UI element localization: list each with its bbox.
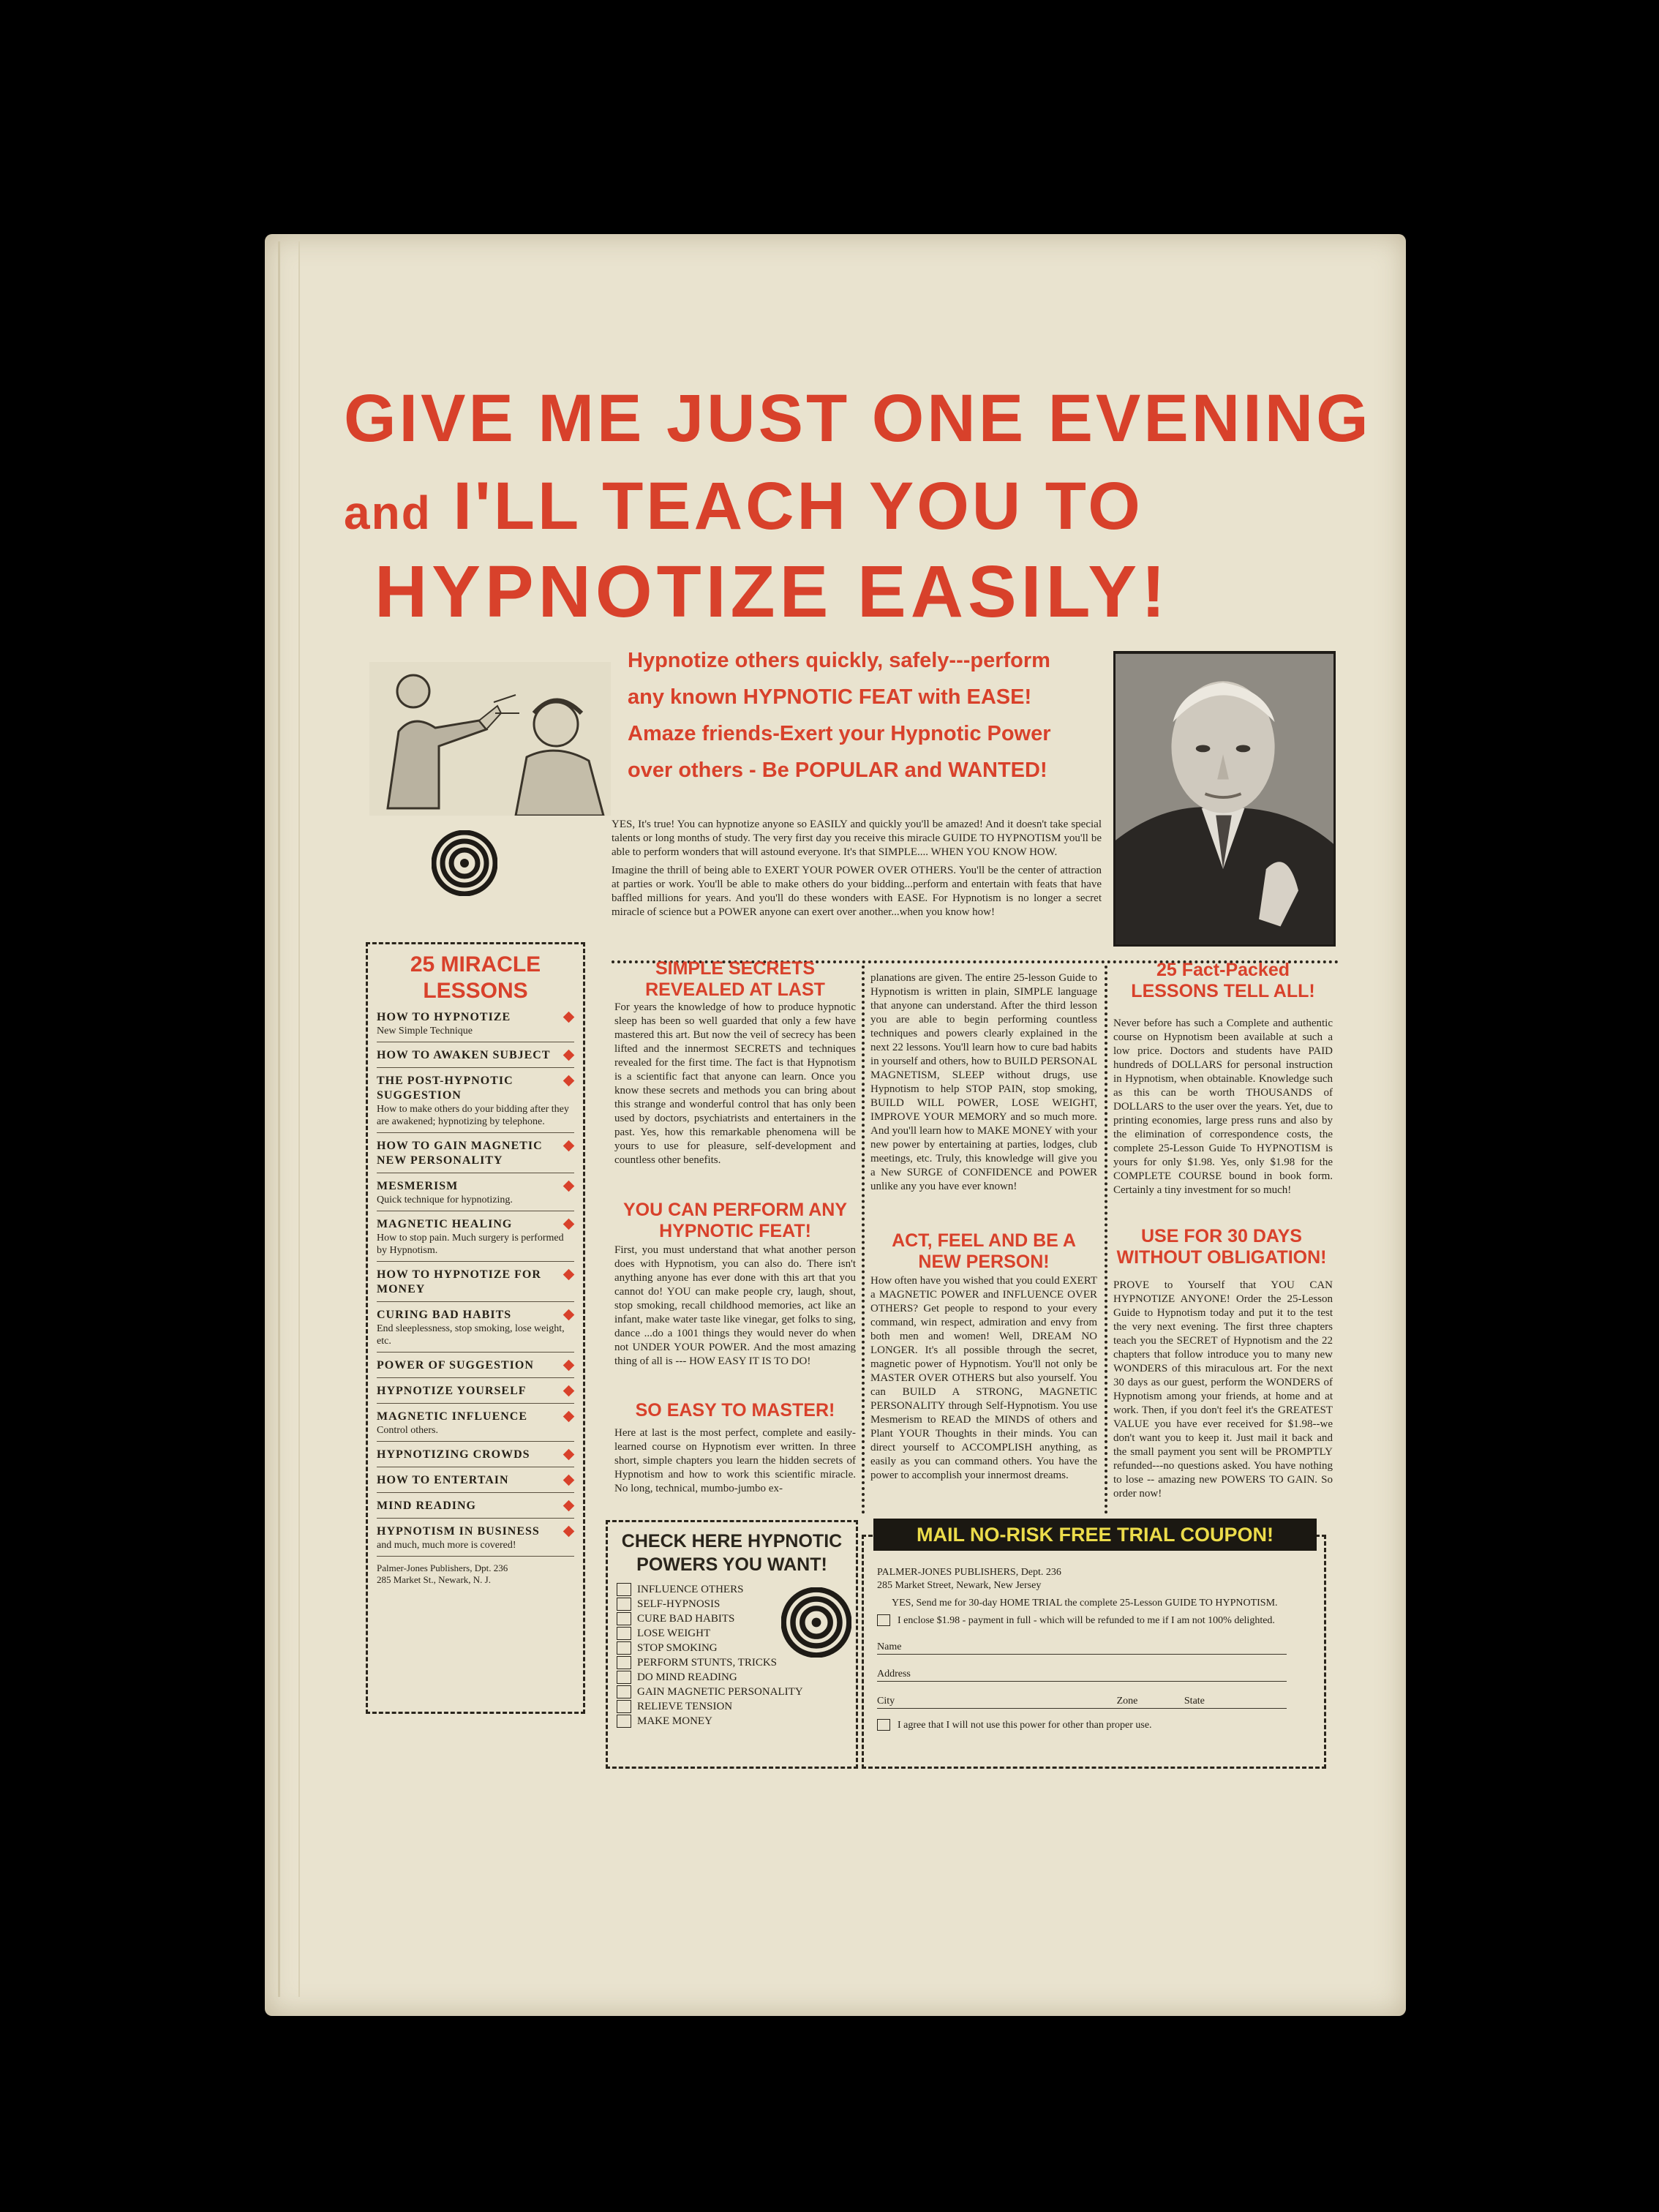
power-option[interactable] [617, 1699, 847, 1714]
lesson-note: How to stop pain. Much surgery is performed by Hypnotism. [377, 1233, 564, 1256]
hypnotist-illustration [369, 662, 611, 816]
intro-paragraph-2: Imagine the thrill of being able to EXERT YOUR POWER OVER OTHERS. You'll be the center of attraction at parties or work. You'll be able to make others do your bidding...perform and entertain with feats that have baffled millions for years. And you'll do these wonders with EASE. For Hypnotism is no longer a secret miracle of science but a POWER anyone can exert over another...when you know how! [612, 865, 1102, 918]
lesson-item [377, 1519, 574, 1557]
city-label: City [877, 1696, 895, 1707]
lesson-title: HOW TO HYPNOTIZE [377, 1011, 511, 1023]
power-label: INFLUENCE OTHERS [637, 1584, 744, 1595]
intro-paragraph-1: YES, It's true! You can hypnotize anyone so EASILY and quickly you'll be amazed! And it doesn't take special talents or long months of study. The very first day you receive this miracle GUIDE TO HYPNOTISM you'll be able to perform wonders that will astound everyone. It's that SIMPLE.... WHEN YOU KNOW HOW. [612, 819, 1102, 858]
power-option[interactable] [617, 1655, 847, 1670]
tagline-line-2: any known HYPNOTIC FEAT with EASE! [628, 685, 1032, 709]
fact-packed-text: Never before has such a Complete and authentic course on Hypnotism been available at such a low price. Doctors and students have PAID hundreds of DOLLARS for personal instruction in Hypnotism, when obtainable. Knowledge such as this can be worth THOUSANDS of DOLLARS to the user over the years. Yet, due to printing economies, large press runs and also by the elimination of correspondence costs, the complete 25-Lesson Guide To HYPNOTISM is yours for only $1.98. Yes, only $1.98 for the COMPLETE COURSE bound in book form. Certainly a tiny investment for so much! [1113, 1017, 1333, 1196]
power-checkbox[interactable] [617, 1656, 631, 1669]
lesson-title: HOW TO GAIN MAGNETIC NEW PERSONALITY [377, 1140, 543, 1167]
address-label: Address [877, 1669, 911, 1679]
lesson-item [377, 1173, 574, 1211]
lesson-title: HYPNOTIZE YOURSELF [377, 1385, 527, 1397]
hypnotist-portrait [1113, 651, 1336, 947]
power-option[interactable] [617, 1685, 847, 1699]
agree-checkbox[interactable] [877, 1719, 890, 1731]
simple-secrets-text: For years the knowledge of how to produce hypnotic sleep has been so well guarded that only a few have mastered this art. But now the veil of secrecy has been lifted and the innermost SECRETS and techniques revealed for the first time. The fact is that Hypnotism is a scientific fact that anyone can learn. Once you know these secrets and methods you can bring about this strange and wonderful control that has only been used by doctors, psychiatrists and entertainers in the past. Yes, how this remarkable phenomena will be yours to use for pleasure, self-development and countless other benefits. [614, 1001, 856, 1166]
tagline-line-1: Hypnotize others quickly, safely---perform [628, 649, 1050, 672]
headline-line-2-text: I'LL TEACH YOU TO [453, 469, 1143, 543]
coupon-agree-row [877, 1719, 1311, 1732]
lesson-title: HYPNOTISM IN BUSINESS [377, 1525, 540, 1538]
lesson-note: End sleeplessness, stop smoking, lose weight, etc. [377, 1323, 565, 1347]
miracle-lessons-box [366, 942, 585, 1714]
lesson-item [377, 1133, 574, 1173]
power-label: DO MIND READING [637, 1671, 737, 1683]
coupon-enclose-row [877, 1614, 1311, 1628]
check-powers-title [617, 1530, 847, 1582]
lesson-item [377, 1378, 574, 1404]
thirty-days-text: PROVE to Yourself that YOU CAN HYPNOTIZE ANYONE! Order the 25-Lesson Guide to Hypnotism today and put it to the test the very next evening. The first three chapters teach you the SECRET of Hypnotism and the 22 chapters that follow introduce you to many new WONDERS of this miraculous art. For the next 30 days as our guest, perform the WONDERS of Hypnotism among your friends, at home and at work. Then, if you don't feel it's the GREATEST VALUE you have ever received for $1.98--we don't want you to keep it. Just mail it back and the small payment you sent will be PROMPTLY refunded---no questions asked. You have nothing to lose -- amazing new POWERS TO GAIN. So order now! [1113, 1279, 1333, 1500]
power-label: MAKE MONEY [637, 1715, 712, 1727]
power-checkbox[interactable] [617, 1715, 631, 1728]
zone-label: Zone [1116, 1696, 1138, 1707]
power-option[interactable] [617, 1714, 847, 1728]
power-checkbox[interactable] [617, 1641, 631, 1655]
lesson-title: HOW TO ENTERTAIN [377, 1474, 509, 1486]
lessons-box-title [377, 952, 574, 1004]
column-divider [862, 966, 865, 1514]
lesson-title: THE POST-HYPNOTIC SUGGESTION [377, 1075, 514, 1102]
act-feel-text: How often have you wished that you could EXERT a MAGNETIC POWER and INFLUENCE OVER OTHERS? Get people to respond to your every command, win respect, admiration and envy from both men and women! Well, DREAM NO LONGER. It's all possible through the secret, magnetic power of Hypnotism. You'll not only be MASTER OVER OTHERS but also yourself. You can BUILD A STRONG, MAGNETIC PERSONALITY through Self-Hypnotism. You use Mesmerism to READ the MINDS of others and Plant YOUR Thoughts in their minds. You can direct yourself to ACCOMPLISH anything, as easily as you can command others. You have the power to accomplish your innermost dreams. [870, 1275, 1097, 1481]
power-label: CURE BAD HABITS [637, 1613, 735, 1625]
lesson-item [377, 1042, 574, 1068]
lesson-item [377, 1068, 574, 1133]
power-checkbox[interactable] [617, 1598, 631, 1611]
lesson-item [377, 1302, 574, 1353]
power-checkbox[interactable] [617, 1612, 631, 1625]
power-checkbox[interactable] [617, 1627, 631, 1640]
lesson-title: HYPNOTIZING CROWDS [377, 1448, 530, 1461]
power-label: RELIEVE TENSION [637, 1701, 733, 1712]
coupon-publisher: PALMER-JONES PUBLISHERS, Dept. 236 [877, 1567, 1061, 1578]
headline-line-3: HYPNOTIZE EASILY! [375, 551, 1170, 633]
easy-to-master-text: Here at last is the most perfect, complete and easily-learned course on Hypnotism ever written. In three short, simple chapters you learn the hidden secrets of Hypnotism and how to work this scientific miracle. No long, technical, mumbo-jumbo ex- [614, 1427, 856, 1494]
coupon-enclose-text: I enclose $1.98 - payment in full - which will be refunded to me if I am not 100% delighted. [898, 1615, 1275, 1626]
lesson-item [377, 1404, 574, 1442]
power-checkbox[interactable] [617, 1583, 631, 1596]
publisher-address: 285 Market St., Newark, N. J. [377, 1574, 491, 1585]
lesson-note: Control others. [377, 1425, 438, 1436]
lesson-title: MAGNETIC INFLUENCE [377, 1410, 528, 1423]
check-title-line-2: POWERS YOU WANT! [636, 1554, 827, 1575]
lesson-item [377, 1211, 574, 1262]
trial-coupon [862, 1535, 1326, 1769]
power-label: PERFORM STUNTS, TRICKS [637, 1657, 778, 1669]
easy-to-master-heading: SO EASY TO MASTER! [635, 1400, 835, 1421]
page-edge [278, 241, 300, 1997]
publisher-line: Palmer-Jones Publishers, Dpt. 236 [377, 1562, 508, 1573]
lessons-list [377, 1004, 574, 1557]
spiral-icon [781, 1587, 851, 1658]
state-label: State [1184, 1696, 1205, 1707]
lesson-title: POWER OF SUGGESTION [377, 1359, 534, 1372]
power-checkbox[interactable] [617, 1685, 631, 1698]
tagline-line-4: over others - Be POPULAR and WANTED! [628, 759, 1047, 782]
column-2-text: planations are given. The entire 25-lesson Guide to Hypnotism is written in plain, SIMPLE language that anyone can understand. After the third lesson you are able to begin performing countless techniques and powers clearly explained in the next 22 lessons. You'll learn how to cure bad habits in yourself and others, how to BUILD PERSONAL MAGNETISM, SLEEP without drugs, use Hypnotism to help STOP PAIN, stop smoking, BUILD WILL POWER, LOSE WEIGHT, IMPROVE YOUR MEMORY and so much more. And you'll learn how to MAKE MONEY with your new power by entertaining at parties, lodges, club meetings, etc. Truly, this knowledge will give you a New SURGE of CONFIDENCE and POWER unlike any you have ever known! [870, 972, 1097, 1192]
lesson-item [377, 1262, 574, 1302]
power-label: LOSE WEIGHT [637, 1628, 711, 1639]
power-label: GAIN MAGNETIC PERSONALITY [637, 1686, 803, 1698]
lesson-item [377, 1353, 574, 1378]
intro-text [612, 818, 1102, 957]
perform-feat-text: First, you must understand that what another person does with Hypnotism, you can also do. There isn't anything anyone has ever done with this art that you cannot do! YOU can make people cry, laugh, shout, stop smoking, recall childhood memories, act like an infant, make water taste like vinegar, get folks to sing, dance ...do a 1001 things they would never do when not UNDER YOUR POWER. And the most amazing thing of all is --- HOW EASY IT IS TO DO! [614, 1244, 856, 1367]
coupon-address: 285 Market Street, Newark, New Jersey [877, 1580, 1042, 1591]
coupon-agree-text: I agree that I will not use this power for other than proper use. [898, 1720, 1152, 1731]
name-field[interactable] [877, 1641, 1287, 1655]
coupon-banner: MAIL NO-RISK FREE TRIAL COUPON! [873, 1519, 1317, 1551]
act-feel-heading: ACT, FEEL AND BE A NEW PERSON! [892, 1230, 1076, 1272]
lesson-item [377, 1467, 574, 1493]
lesson-title: MESMERISM [377, 1180, 459, 1192]
headline-line-1: GIVE ME JUST ONE EVENING [344, 381, 1372, 456]
city-zone-state-field[interactable] [877, 1695, 1287, 1709]
lesson-note: New Simple Technique [377, 1026, 473, 1037]
lesson-title: MIND READING [377, 1500, 476, 1512]
lesson-title: MAGNETIC HEALING [377, 1218, 513, 1230]
tagline-line-3: Amaze friends-Exert your Hypnotic Power [628, 722, 1051, 745]
spiral-icon [432, 830, 497, 896]
perform-feat-heading: YOU CAN PERFORM ANY HYPNOTIC FEAT! [622, 1200, 848, 1241]
lesson-note: and much, much more is covered! [377, 1540, 516, 1551]
coupon-yes-text: YES, Send me for 30-day HOME TRIAL the complete 25-Lesson GUIDE TO HYPNOTISM. [892, 1598, 1278, 1609]
power-option[interactable] [617, 1670, 847, 1685]
lessons-title-line-2: LESSONS [423, 979, 528, 1003]
headline-line-2 [344, 468, 1368, 545]
fact-packed-heading: 25 Fact-Packed LESSONS TELL ALL! [1131, 960, 1315, 1001]
lesson-title: CURING BAD HABITS [377, 1309, 512, 1321]
lesson-title: HOW TO AWAKEN SUBJECT [377, 1049, 551, 1061]
enclose-checkbox[interactable] [877, 1614, 890, 1626]
name-label: Name [877, 1641, 902, 1652]
lesson-item [377, 1004, 574, 1042]
lesson-note: Quick technique for hypnotizing. [377, 1195, 513, 1205]
lesson-item [377, 1442, 574, 1467]
power-checkbox[interactable] [617, 1671, 631, 1684]
power-label: STOP SMOKING [637, 1642, 718, 1654]
lessons-box-footer [377, 1562, 574, 1586]
lesson-note: How to make others do your bidding after they are awakened; hypnotizing by telephone. [377, 1104, 569, 1127]
check-title-line-1: CHECK HERE HYPNOTIC [621, 1531, 843, 1551]
simple-secrets-heading: SIMPLE SECRETS REVEALED AT LAST [645, 958, 825, 1000]
address-field[interactable] [877, 1668, 1287, 1682]
lessons-title-line-1: 25 MIRACLE [410, 952, 541, 977]
headline-and: and [344, 486, 432, 539]
thirty-days-heading: USE FOR 30 DAYS WITHOUT OBLIGATION! [1116, 1226, 1327, 1268]
tagline [628, 642, 1110, 789]
lesson-item [377, 1493, 574, 1519]
power-label: SELF-HYPNOSIS [637, 1598, 721, 1610]
power-checkbox[interactable] [617, 1700, 631, 1713]
lesson-title: HOW TO HYPNOTIZE FOR MONEY [377, 1268, 541, 1295]
